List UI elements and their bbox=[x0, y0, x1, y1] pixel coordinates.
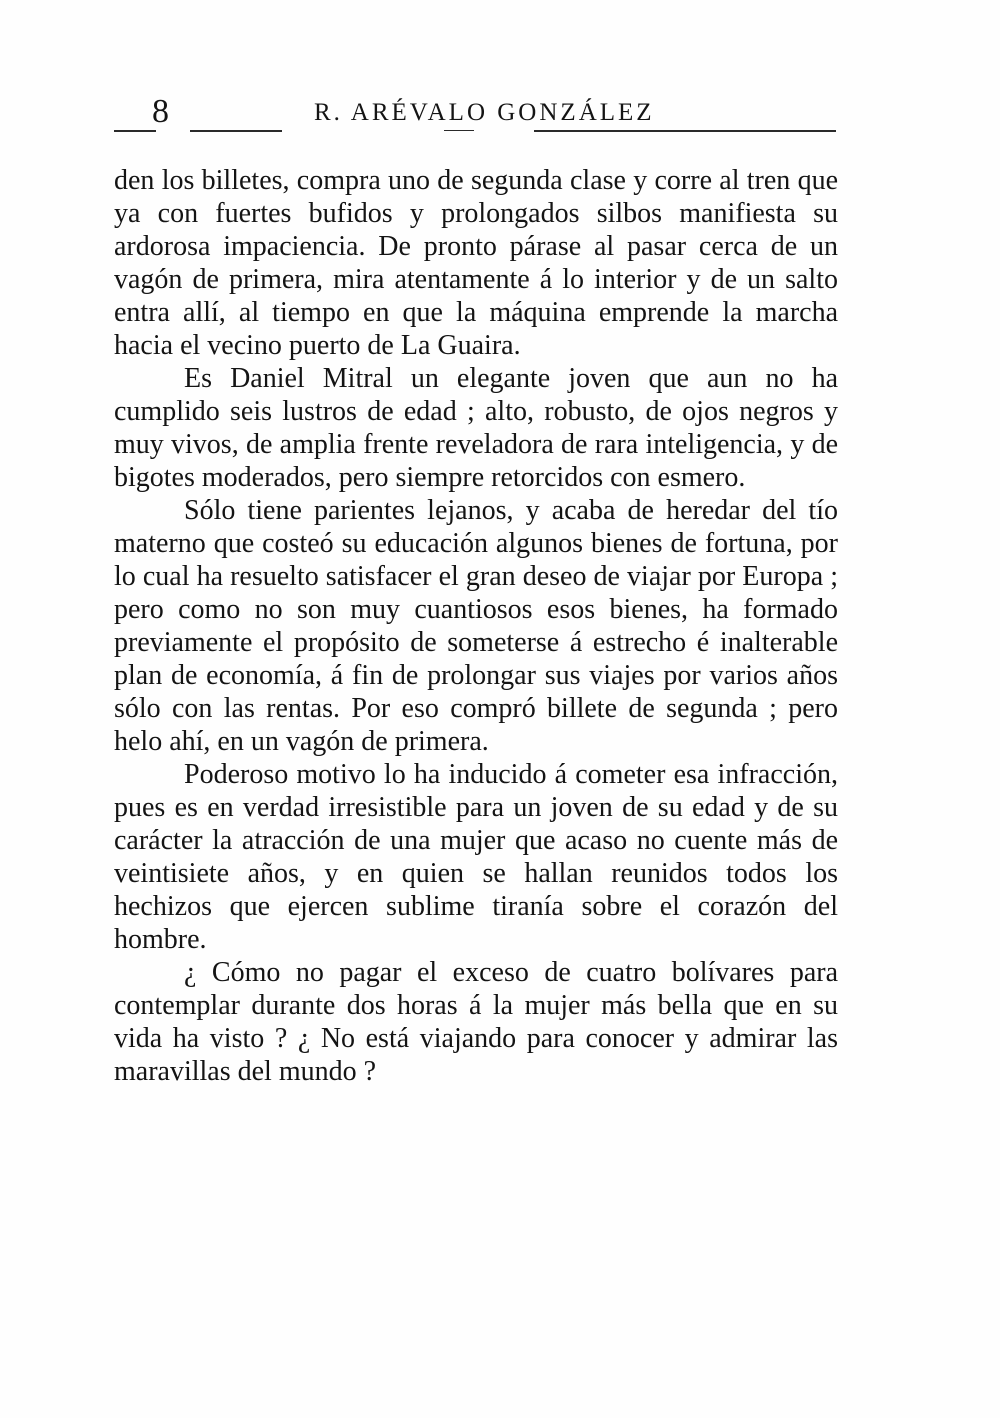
running-head: R. ARÉVALO GONZÁLEZ bbox=[314, 99, 655, 126]
header-rule bbox=[114, 130, 156, 132]
paragraph: Es Daniel Mitral un elegante joven que aun no ha cumplido seis lustros de edad ; alto, robusto, de ojos negros y muy vivos, de amplia frente reveladora de rara inteligencia, y de bigotes moderados, pero siempre retorcidos con esmero. bbox=[114, 363, 838, 493]
page-number: 8 bbox=[152, 93, 169, 130]
paragraph: Sólo tiene parientes lejanos, y acaba de heredar del tío materno que costeó su educación algunos bienes de fortuna, por lo cual ha resuelto satisfacer el gran deseo de viajar por Europa ; pero como no son muy cuantiosos esos bienes, ha formado previamente el propósito de someterse á estrecho é inalterable plan de economía, á fin de prolongar sus viajes por varios años sólo con las rentas. Por eso compró billete de segunda ; pero helo ahí, en un vagón de primera. bbox=[114, 495, 838, 757]
paragraph: Poderoso motivo lo ha inducido á cometer esa infracción, pues es en verdad irresistible para un joven de su edad y de su carácter la atracción de una mujer que acaso no cuente más de veintisiete años, y en quien se hallan reunidos todos los hechizos que ejercen sublime tiranía sobre el corazón del hombre. bbox=[114, 759, 838, 955]
page-header bbox=[114, 92, 834, 140]
body-text bbox=[114, 164, 838, 1088]
header-rule bbox=[444, 130, 474, 131]
header-rule bbox=[534, 130, 836, 132]
paragraph: den los billetes, compra uno de segunda clase y corre al tren que ya con fuertes bufidos y prolongados silbos manifiesta su ardorosa impaciencia. De pronto párase al pasar cerca de un vagón de primera, mira atentamente á lo interior y de un salto entra allí, al tiempo en que la máquina emprende la marcha hacia el vecino puerto de La Guaira. bbox=[114, 165, 838, 361]
paragraph: ¿ Cómo no pagar el exceso de cuatro bolívares para contemplar durante dos horas á la mujer más bella que en su vida ha visto ? ¿ No está viajando para conocer y admirar las maravillas del mundo ? bbox=[114, 957, 838, 1087]
header-rule bbox=[190, 130, 282, 132]
